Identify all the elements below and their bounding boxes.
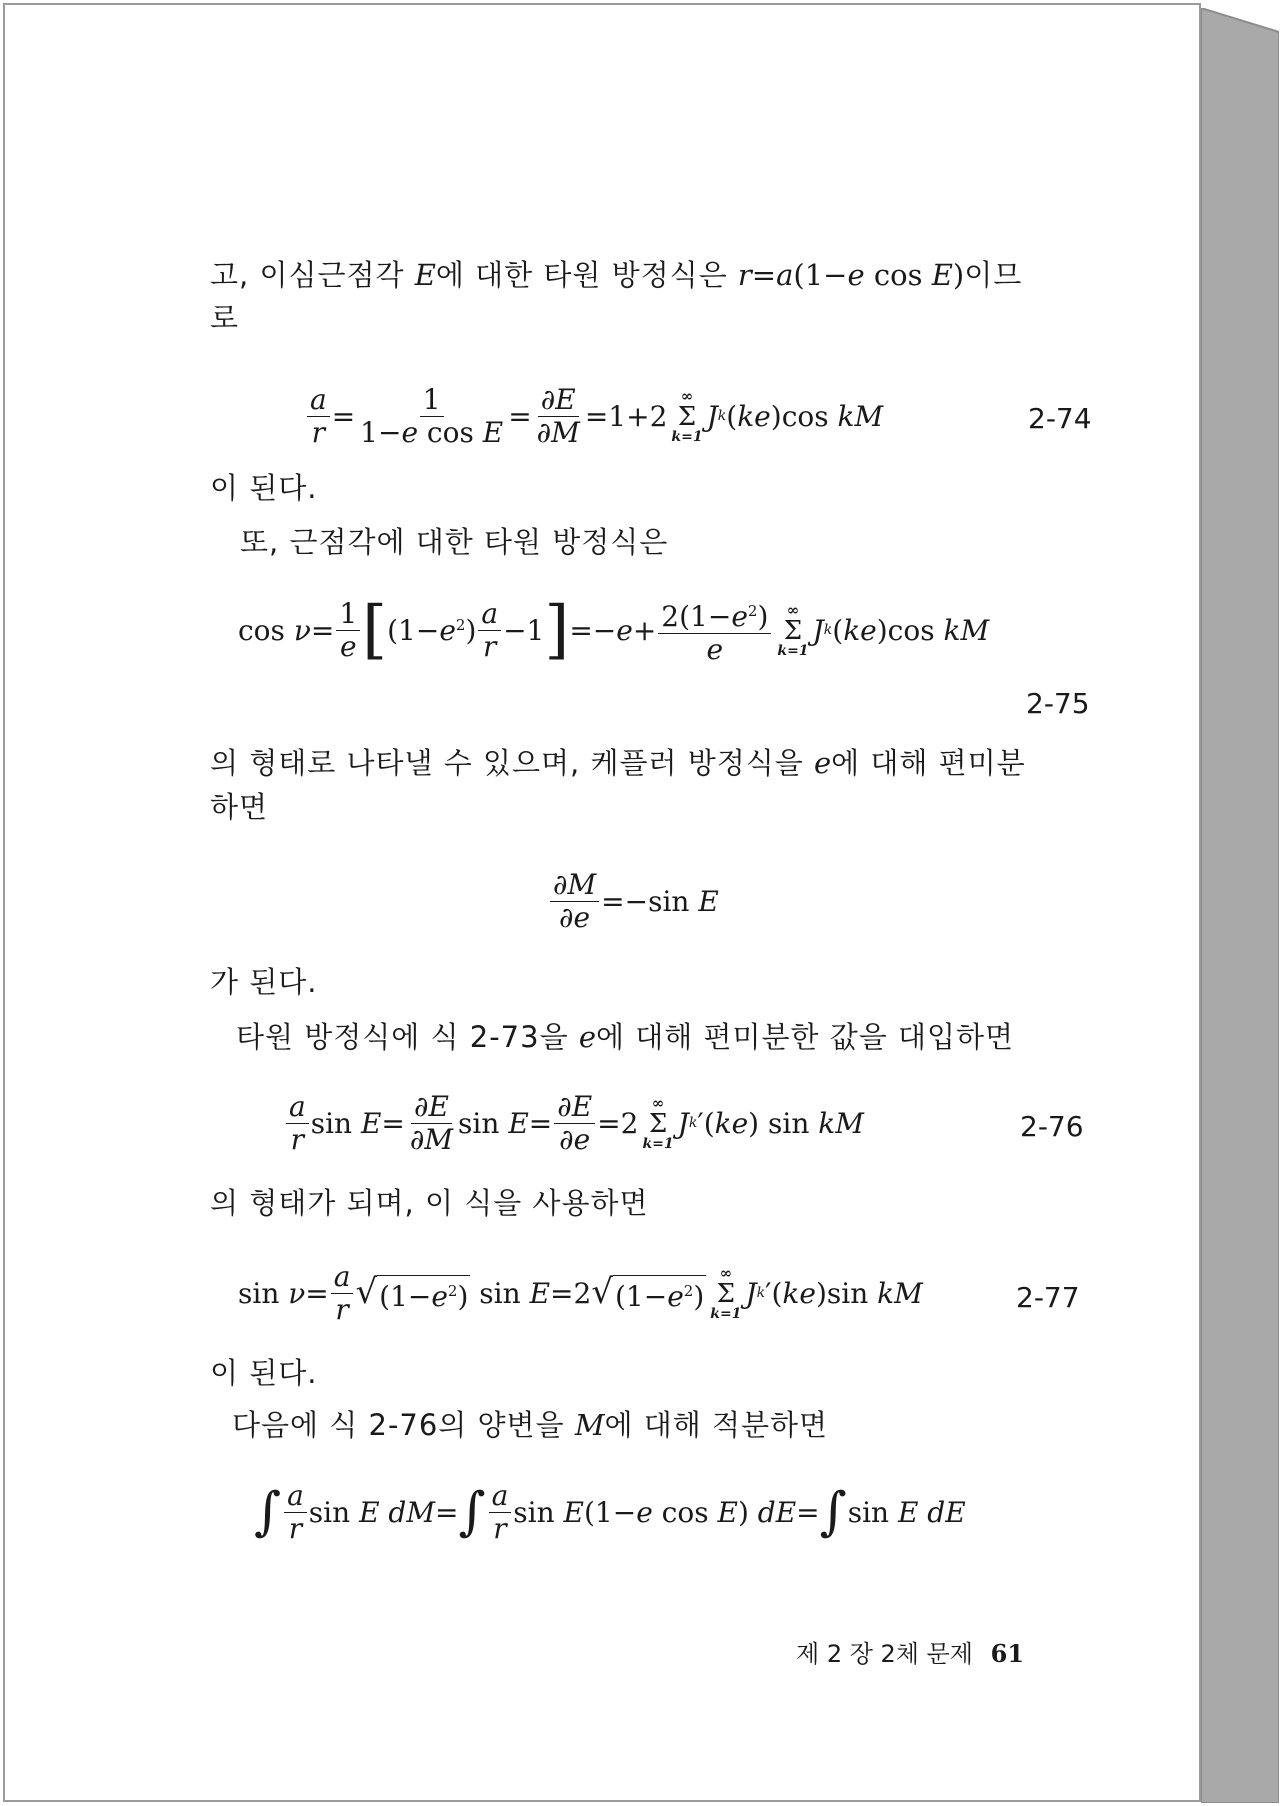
paragraph-eccentric-anomaly-cont: 로 <box>210 301 240 335</box>
equation-2-77: sin ν= $\frac{a}{r}$ √ $(1-e^2)$ sin E=2 √ $(1-e^2)$ ∞ Σ k=1 J k ′(ke)sin kM <box>238 1259 923 1326</box>
paragraph-becomes-3: 이 된다. <box>210 1356 318 1390</box>
equation-number-2-76: 2-76 <box>1020 1110 1084 1143</box>
paragraph-kepler-partial-cont: 하면 <box>210 790 269 824</box>
equation-2-75: cos ν= $\frac{1}{e}$ [ $(1-e^2)$ $\frac{a}{r}$ −1 ] =−e+ $\frac{2(1-e^2)}{e}$ ∞ Σ k=1 J k (ke)cos kM <box>238 593 990 667</box>
paragraph-becomes-2: 가 된다. <box>210 965 318 999</box>
paragraph-substitute: 타원 방정식에 식 2-73을 e에 대해 편미분한 값을 대입하면 <box>236 1020 1015 1054</box>
paragraph-integrate: 다음에 식 2-76의 양변을 M에 대해 적분하면 <box>232 1408 829 1442</box>
paragraph-kepler-partial: 의 형태로 나타낼 수 있으며, 케플러 방정식을 e에 대해 편미분 <box>210 746 1026 780</box>
paragraph-mean-anomaly: 또, 근점각에 대한 타원 방정식은 <box>240 525 669 559</box>
paragraph-becomes: 이 된다. <box>210 471 318 505</box>
equation-2-74: $\frac{a}{r}$ = $\frac{1}{\text{1−e cos E}}$ = $\frac{\partial E}{\partial M}$ =1+2 ∞ Σ k=1 J k (ke)cos kM <box>305 376 883 456</box>
page-footer <box>796 1634 1024 1669</box>
equation-integral: ∫ $\frac{a}{r}$ sin E dM= ∫ $\frac{a}{r}$ sin E(1−e cos E) dE= ∫ sin E dE <box>254 1478 966 1545</box>
page-number: 61 <box>990 1639 1025 1668</box>
equation-2-76: $\frac{a}{r}$ sin E= $\frac{\partial E}{\partial M}$ sin E= $\frac{\partial E}{\partial e}$ =2 ∞ Σ k=1 J k ′(ke) sin kM <box>284 1083 864 1163</box>
equation-dm-de: $\frac{\partial M}{\partial e}$ =−sin E <box>548 861 719 941</box>
paragraph-using-formula: 의 형태가 되며, 이 식을 사용하면 <box>210 1186 649 1220</box>
equation-number-2-75: 2-75 <box>1026 687 1090 720</box>
book-spine <box>1201 8 1279 1803</box>
equation-number-2-77: 2-77 <box>1016 1281 1080 1314</box>
chapter-title: 제 2 장 2체 문제 <box>796 1640 973 1668</box>
equation-number-2-74: 2-74 <box>1028 402 1092 435</box>
paragraph-eccentric-anomaly: 고, 이심근점각 E에 대한 타원 방정식은 r=a(1−e cos E)이므 <box>210 258 1023 292</box>
